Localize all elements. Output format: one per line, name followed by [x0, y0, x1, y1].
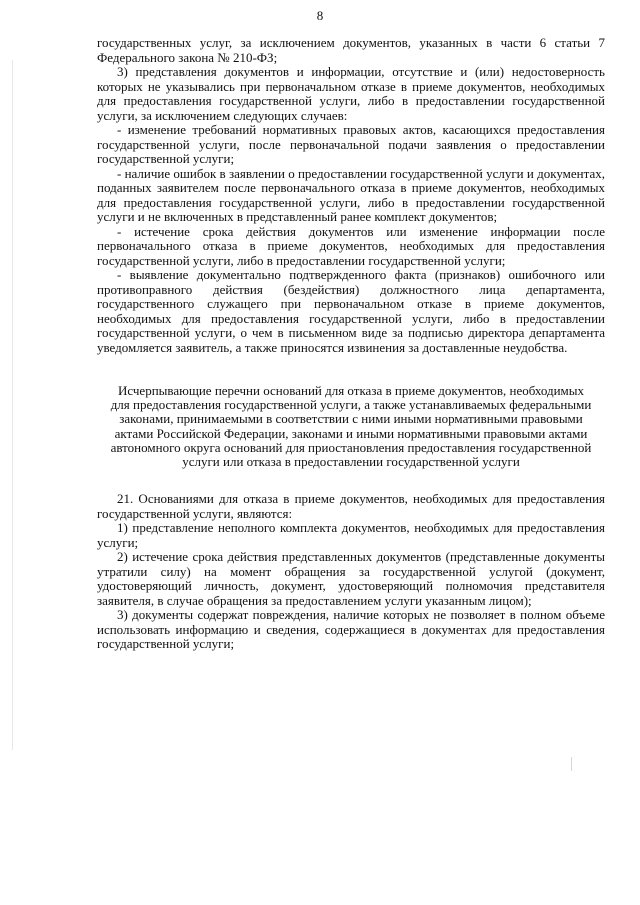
- paragraph-continuation: государственных услуг, за исключением документов, указанных в части 6 статьи 7 Федерального закона № 210-ФЗ;: [97, 35, 605, 65]
- paragraph-21-item-2: 2) истечение срока действия представленных документов (представленные документы утратили силу) на момент обращения за государственной услугой (документ, удостоверяющий личность, документ, удостоверяющий полномочия представителя заявителя, в случае обращения за предоставлением услуги указанным лицом);: [97, 549, 605, 608]
- paragraph-21-item-3: 3) документы содержат повреждения, наличие которых не позволяет в полном объеме использовать информацию и сведения, содержащиеся в документах для предоставления государственной услуги;: [97, 607, 605, 652]
- section-heading: Исчерпывающие перечни оснований для отказа в приеме документов, необходимых для предоставления государственной услуги, а также устанавливаемых федеральными законами, принимаемыми в соответствии с ними иными нормативными правовыми актами Российской Федерации, законами и иными нормативными правовыми актами автономного округа оснований для приостановления предоставления государственной услуги или отказа в предоставлении государственной услуги: [110, 383, 592, 470]
- paragraph-item-3: 3) представления документов и информации, отсутствие и (или) недостоверность которых не указывались при первоначальном отказе в приеме документов, необходимых для предоставления государственной услуги, либо в предоставлении государственной услуги, за исключением следующих случаев:: [97, 64, 605, 123]
- scan-margin-mark-right: [571, 757, 572, 771]
- paragraph-21-item-1: 1) представление неполного комплекта документов, необходимых для предоставления услуги;: [97, 520, 605, 550]
- paragraph-21: 21. Основаниями для отказа в приеме документов, необходимых для предоставления государственной услуги, являются:: [97, 491, 605, 521]
- document-body: [97, 36, 605, 652]
- paragraph-dash-1: - изменение требований нормативных правовых актов, касающихся предоставления государственной услуги, после первоначальной подачи заявления о предоставлении государственной услуги;: [97, 122, 605, 166]
- paragraph-dash-4: - выявление документально подтвержденного факта (признаков) ошибочного или противоправного действия (бездействия) должностного лица департамента, государственного служащего при первоначальном отказе в приеме документов, необходимых для предоставления государственной услуги, либо в предоставлении государственной услуги, о чем в письменном виде за подписью директора департамента уведомляется заявитель, а также приносятся извинения за доставленные неудобства.: [97, 267, 605, 355]
- paragraph-dash-3: - истечение срока действия документов или изменение информации после первоначального отказа в приеме документов, необходимых для предоставления государственной услуги, либо в предоставлении государственной услуги;: [97, 223, 605, 268]
- scan-margin-mark-left: [12, 60, 13, 750]
- page-number: 8: [316, 8, 324, 23]
- paragraph-dash-2: - наличие ошибок в заявлении о предоставлении государственной услуги и документах, поданных заявителем после первоначального отказа в приеме документов, необходимых для предоставления государственной услуги, либо в предоставлении государственной услуги и не включенных в представленный ранее комплект документов;: [97, 165, 605, 224]
